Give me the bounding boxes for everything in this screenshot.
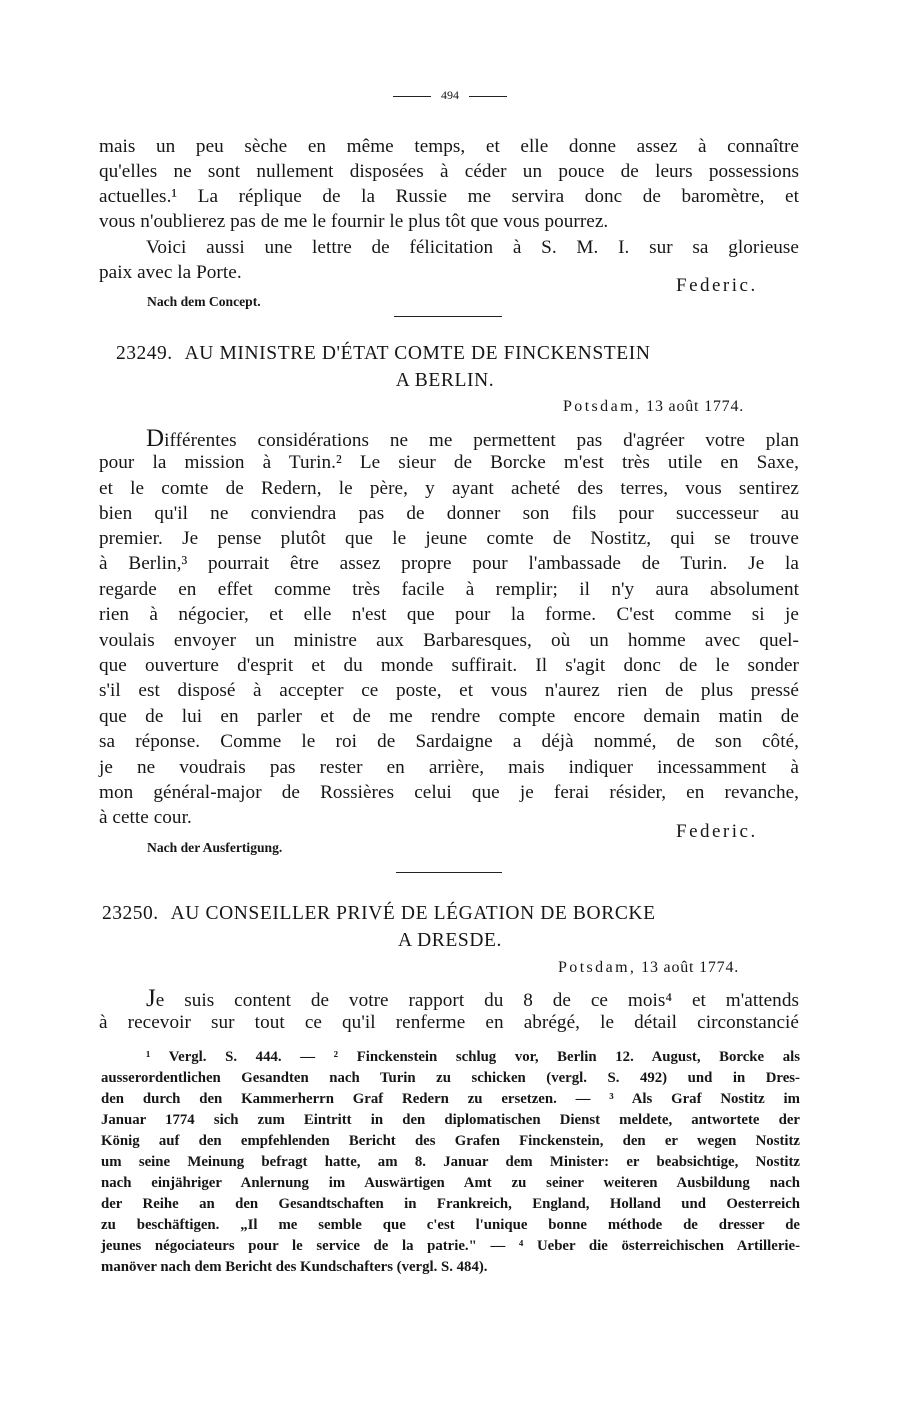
letter-place: Potsdam, bbox=[558, 959, 637, 976]
footnote-line: König auf den empfehlenden Bericht des Grafen Finckenstein, den er wegen Nostitz bbox=[101, 1133, 800, 1149]
text-line: et le comte de Redern, le père, y ayant acheté des terres, vous sentirez bbox=[99, 478, 799, 499]
text-line: voulais envoyer un ministre aux Barbaresques, où un homme avec quel- bbox=[99, 630, 799, 651]
text-line: Je suis content de votre rapport du 8 de ce mois⁴ et m'attends bbox=[146, 985, 799, 1012]
letter-destination: A BERLIN. bbox=[395, 370, 495, 391]
text-line: je ne voudrais pas rester en arrière, mais indiquer incessamment à bbox=[99, 757, 799, 778]
text-line: à recevoir sur tout ce qu'il renferme en abrégé, le détail circonstancié bbox=[99, 1012, 799, 1033]
letter-date: 13 août 1774. bbox=[646, 398, 745, 415]
letter-number: 23249. bbox=[116, 343, 173, 364]
source-note: Nach der Ausfertigung. bbox=[147, 840, 283, 855]
footnote-line: manöver nach dem Bericht des Kundschafters (vergl. S. 484). bbox=[101, 1259, 488, 1275]
text-line: Différentes considérations ne me permettent pas d'agréer votre plan bbox=[146, 425, 799, 452]
footnote-line: um seine Meinung befragt hatte, am 8. Januar dem Minister: er beabsichtige, Nostitz bbox=[101, 1154, 800, 1170]
letter-place: Potsdam, bbox=[563, 398, 642, 415]
drop-cap: D bbox=[146, 425, 165, 452]
text-line: sa réponse. Comme le roi de Sardaigne a déjà nommé, de son côté, bbox=[99, 731, 799, 752]
text-line: qu'elles ne sont nullement disposées à céder un pouce de leurs possessions bbox=[99, 161, 799, 182]
text-line: à cette cour. bbox=[99, 807, 192, 828]
footnote-line: ¹ Vergl. S. 444. — ² Finckenstein schlug vor, Berlin 12. August, Borcke als bbox=[146, 1049, 800, 1065]
signature: Federic. bbox=[676, 821, 758, 842]
text-line: vous n'oublierez pas de me le fournir le plus tôt que vous pourrez. bbox=[99, 211, 609, 232]
letter-dateline bbox=[563, 398, 744, 416]
text-line: bien qu'il ne conviendra pas de donner son fils pour successeur au bbox=[99, 503, 799, 524]
text-line: rien à négocier, et elle n'est que pour la forme. C'est comme si je bbox=[99, 604, 799, 625]
page-number-dash-left bbox=[393, 96, 431, 97]
letter-destination: A DRESDE. bbox=[398, 930, 502, 951]
text-line: premier. Je pense plutôt que le jeune comte de Nostitz, qui se trouve bbox=[99, 528, 799, 549]
letter-title: AU MINISTRE D'ÉTAT COMTE DE FINCKENSTEIN bbox=[184, 343, 651, 364]
text-line: regarde en effet comme très facile à remplir; il n'y aura absolument bbox=[99, 579, 799, 600]
letter-heading bbox=[116, 343, 651, 365]
text-line: Voici aussi une lettre de félicitation à S. M. I. sur sa glorieuse bbox=[146, 237, 799, 258]
text-line: que ouverture d'esprit et du monde suffirait. Il s'agit donc de le sonder bbox=[99, 655, 799, 676]
letter-dateline bbox=[558, 959, 739, 977]
letter-number: 23250. bbox=[102, 903, 159, 924]
text-line: mais un peu sèche en même temps, et elle donne assez à connaître bbox=[99, 136, 799, 157]
text-line: pour la mission à Turin.² Le sieur de Borcke m'est très utile en Saxe, bbox=[99, 452, 799, 473]
text-line: mon général-major de Rossières celui que je ferai résider, en revanche, bbox=[99, 782, 799, 803]
letter-heading bbox=[102, 903, 656, 925]
text-line: à Berlin,³ pourrait être assez propre pour l'ambassade de Turin. Je la bbox=[99, 553, 799, 574]
drop-cap: J bbox=[146, 985, 156, 1012]
section-divider bbox=[396, 872, 502, 873]
footnote-line: den durch den Kammerherrn Graf Redern zu ersetzen. — ³ Als Graf Nostitz im bbox=[101, 1091, 800, 1107]
page-number: 494 bbox=[0, 88, 900, 103]
text-line: que de lui en parler et de me rendre compte encore demain matin de bbox=[99, 706, 799, 727]
source-note: Nach dem Concept. bbox=[147, 294, 261, 309]
text-line: s'il est disposé à accepter ce poste, et vous n'aurez rien de plus pressé bbox=[99, 680, 799, 701]
section-divider bbox=[394, 316, 502, 317]
footnote-line: jeunes négociateurs pour le service de la patrie." — ⁴ Ueber die österreichischen Artillerie- bbox=[101, 1238, 800, 1254]
text-line: paix avec la Porte. bbox=[99, 262, 242, 283]
page-number-dash-right bbox=[469, 96, 507, 97]
signature: Federic. bbox=[676, 275, 758, 296]
footnote-line: ausserordentlichen Gesandten nach Turin zu schicken (vergl. S. 492) und in Dres- bbox=[101, 1070, 800, 1086]
text-line: actuelles.¹ La réplique de la Russie me servira donc de baromètre, et bbox=[99, 186, 799, 207]
letter-title: AU CONSEILLER PRIVÉ DE LÉGATION DE BORCKE bbox=[170, 903, 656, 924]
footnote-line: zu beschäftigen. „Il me semble que c'est l'unique bonne méthode de dresser de bbox=[101, 1217, 800, 1233]
footnote-line: Januar 1774 sich zum Eintritt in den diplomatischen Dienst meldete, antwortete der bbox=[101, 1112, 800, 1128]
footnote-line: der Reihe an den Gesandtschaften in Frankreich, England, Holland und Oesterreich bbox=[101, 1196, 800, 1212]
letter-date: 13 août 1774. bbox=[641, 959, 740, 976]
footnote-line: nach einjähriger Anlernung im Auswärtigen Amt zu seiner weiteren Ausbildung nach bbox=[101, 1175, 800, 1191]
